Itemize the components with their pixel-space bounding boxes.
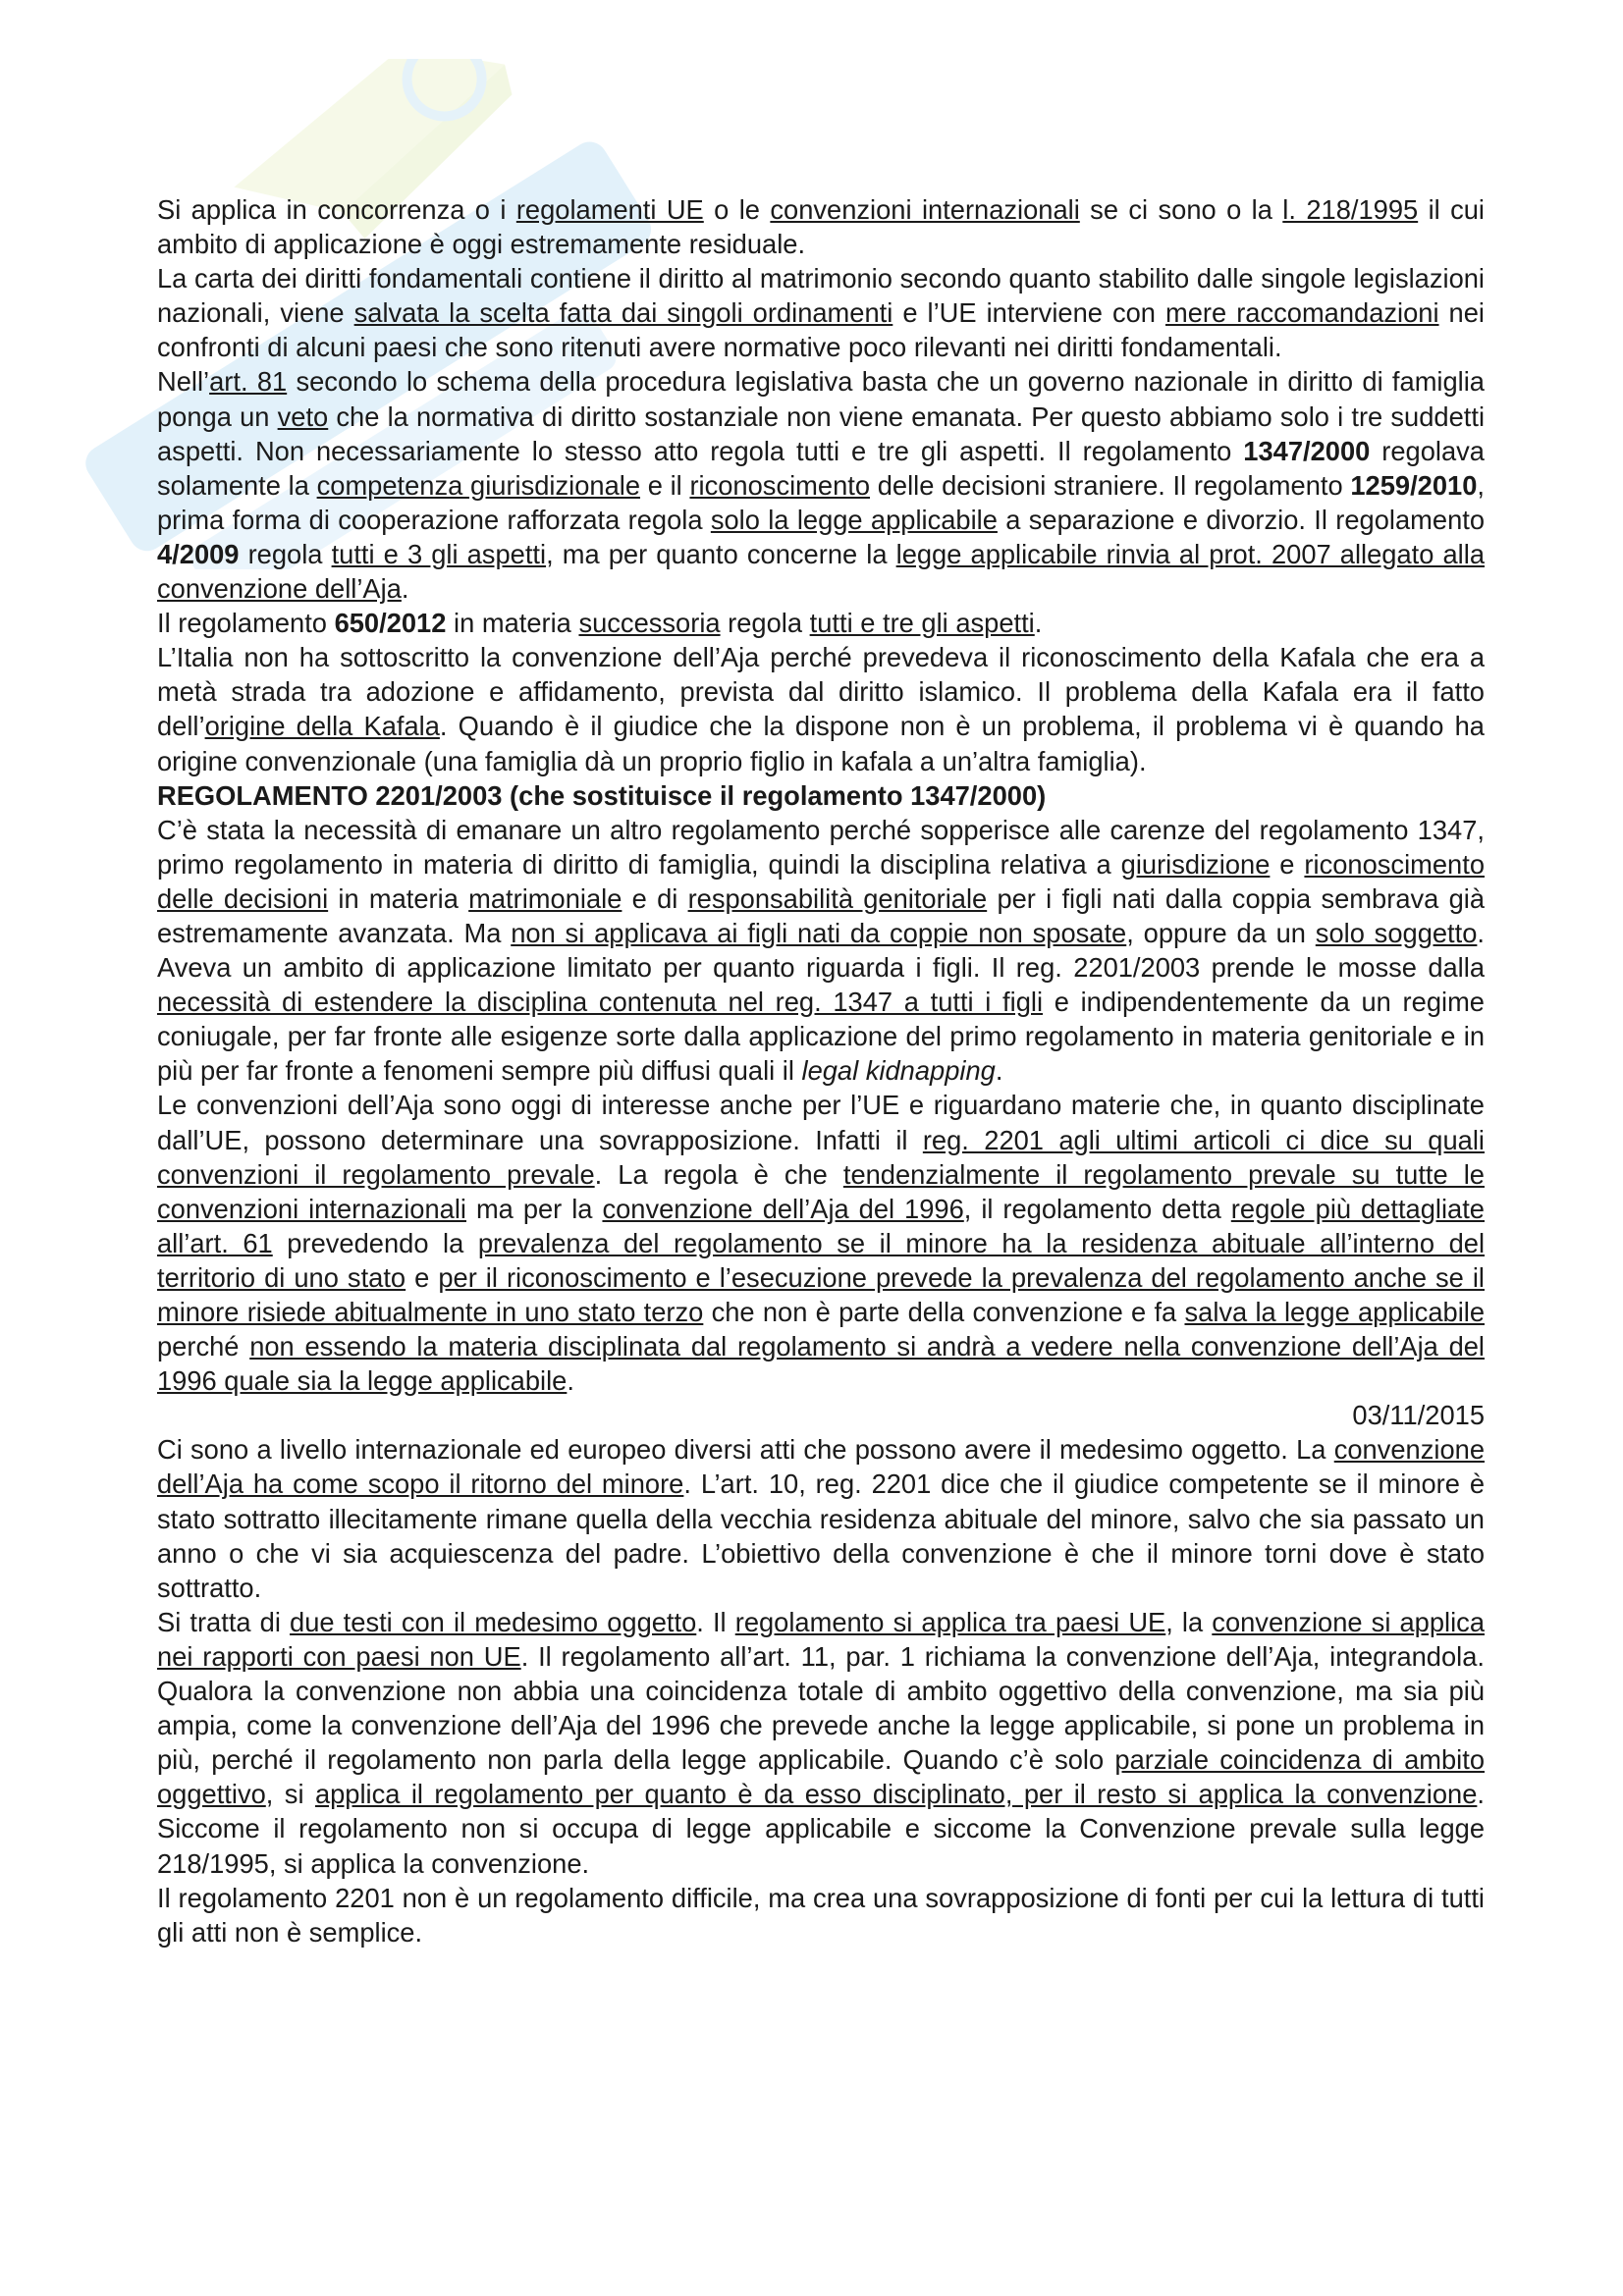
paragraph xyxy=(157,364,1485,606)
text-run: perché xyxy=(157,1331,250,1362)
text-run: che non è parte della convenzione e fa xyxy=(703,1297,1185,1327)
text-run: , la xyxy=(1165,1606,1213,1637)
text-run: o le xyxy=(703,194,771,225)
text-run: Il regolamento 2201 non è un regolamento difficile, ma crea una sovrapposizione di fonti per cui la lettura di tutti gli atti non è semplice. xyxy=(157,1882,1485,1948)
text-run: prevedendo la xyxy=(272,1227,478,1258)
text-run: . Aveva un ambito di applicazione limitato per quanto riguarda i figli. Il reg. 2201/2003 prende le mosse dalla xyxy=(157,917,1485,984)
underlined-text: regolamenti UE xyxy=(515,194,704,225)
underlined-text: regolamento si applica tra paesi UE xyxy=(734,1606,1166,1637)
underlined-text: successoria xyxy=(578,608,721,639)
text-run: nei confronti di alcuni paesi che sono ritenuti avere normative poco rilevanti nei diritti fondamentali. xyxy=(157,297,1485,363)
underlined-text: tutti e 3 gli aspetti xyxy=(331,538,547,569)
text-run: a separazione e divorzio. Il regolamento xyxy=(997,504,1486,535)
text-run: 03/11/2015 xyxy=(1352,1400,1485,1431)
text-run: e di xyxy=(622,882,688,914)
text-run: Il regolamento xyxy=(157,608,335,639)
underlined-text: reg. 2201 agli ultimi articoli ci dice su quali convenzioni il regolamento prevale xyxy=(157,1124,1485,1190)
italic-text: legal kidnapping xyxy=(801,1055,996,1087)
underlined-text: non essendo la materia disciplinata dal regolamento si andrà a vedere nella convenzione dell’Aja del 1996 quale sia la legge applicabile xyxy=(157,1331,1485,1397)
underlined-text: mere raccomandazioni xyxy=(1164,297,1439,329)
text-run: regola xyxy=(239,538,332,569)
text-run: che la normativa di diritto sostanziale non viene emanata. Per questo abbiamo solo i tre suddetti aspetti. Non necessariamente lo stesso atto regola tutti e tre gli aspetti. Il regolamento xyxy=(157,400,1486,466)
text-run: . Il regolamento all’art. 11, par. 1 richiama la convenzione dell’Aja, integrandola. Qualora la convenzione non abbia una coincidenza totale di ambito oggettivo della convenzione, ma sia più ampia, come la convenzione dell’Aja del 1996 che prevede anche la legge applicabile, si pone un problema in più, perché il regolamento non parla della legge applicabile. Quando c’è solo xyxy=(157,1640,1485,1776)
underlined-text: riconoscimento delle decisioni xyxy=(157,848,1485,914)
underlined-text: parziale coincidenza di ambito oggettivo xyxy=(157,1744,1486,1810)
text-run: Le convenzioni dell’Aja sono oggi di interesse anche per l’UE e riguardano materie che, in quanto disciplinate dall’UE, possono determinare una sovrapposizione. Infatti il xyxy=(157,1090,1485,1155)
underlined-text: per il riconoscimento e l’esecuzione prevede la prevalenza del regolamento anche se il minore risiede abitualmente in uno stato terzo xyxy=(157,1261,1485,1327)
paragraph xyxy=(157,192,1485,261)
text-run: e xyxy=(406,1261,439,1293)
text-run: . Il xyxy=(696,1606,735,1637)
underlined-text: veto xyxy=(277,400,329,432)
document-body xyxy=(157,192,1485,1949)
bold-text: 1347/2000 xyxy=(1243,435,1371,466)
text-run: e indipendentemente da un regime coniugale, per far fronte alle esigenze sorte dalla applicazione del primo regolamento in materia genitoriale e in più per far fronte a fenomeni sempre più diffusi quali il xyxy=(157,987,1485,1087)
underlined-text: non si applicava ai figli nati da coppie non sposate xyxy=(511,917,1127,948)
underlined-text: convenzione dell’Aja ha come scopo il ritorno del minore xyxy=(157,1434,1485,1500)
text-run: . Quando è il giudice che la dispone non è un problema, il problema vi è quando ha origine convenzionale (una famiglia dà un proprio figlio in kafala a un’altra famiglia). xyxy=(157,711,1485,776)
text-run: se ci sono o la xyxy=(1079,194,1283,225)
text-run: delle decisioni straniere. Il regolamento xyxy=(870,469,1351,501)
text-run: regola xyxy=(720,608,810,639)
underlined-text: salvata la scelta fatta dai singoli ordinamenti xyxy=(353,297,893,329)
underlined-text: tendenzialmente il regolamento prevale su tutte le convenzioni internazionali xyxy=(157,1158,1485,1224)
underlined-text: regole più dettagliate all’art. 61 xyxy=(157,1193,1485,1258)
text-run: . xyxy=(567,1365,574,1397)
underlined-text: art. 81 xyxy=(209,366,288,398)
text-run: . xyxy=(1034,608,1043,639)
paragraph xyxy=(157,1605,1485,1881)
text-run: in materia xyxy=(328,882,469,914)
text-run: , il regolamento detta xyxy=(963,1193,1231,1224)
text-run: per i figli nati dalla coppia sembrava già estremamente avanzata. Ma xyxy=(157,882,1485,948)
underlined-text: riconoscimento xyxy=(689,469,871,501)
text-run: regolava solamente la xyxy=(157,435,1485,501)
paragraph xyxy=(157,606,1485,640)
underlined-text: solo la legge applicabile xyxy=(710,504,998,535)
text-run: , si xyxy=(265,1779,315,1810)
document-date xyxy=(157,1398,1485,1432)
paragraph xyxy=(157,813,1485,1089)
underlined-text: matrimoniale xyxy=(468,882,622,914)
underlined-text: responsabilità genitoriale xyxy=(687,882,988,914)
text-run: , ma per quanto concerne la xyxy=(546,538,896,569)
text-run: e il xyxy=(640,469,690,501)
text-run: C’è stata la necessità di emanare un altro regolamento perché sopperisce alle carenze del regolamento 1347, primo regolamento in materia di diritto di famiglia, quindi la disciplina relativa a xyxy=(157,814,1485,880)
underlined-text: legge applicabile rinvia al prot. 2007 allegato alla convenzione dell’Aja xyxy=(157,538,1485,605)
underlined-text: solo soggetto xyxy=(1315,917,1478,948)
text-run: e xyxy=(1270,848,1305,880)
underlined-text: origine della Kafala xyxy=(204,711,440,742)
text-run: , oppure da un xyxy=(1126,917,1316,948)
text-run: il cui ambito di applicazione è oggi estremamente residuale. xyxy=(157,194,1485,260)
underlined-text: competenza giurisdizionale xyxy=(316,469,641,501)
text-run: Nell’ xyxy=(157,366,210,398)
text-run: e l’UE interviene con xyxy=(893,297,1165,329)
text-run: in materia xyxy=(446,608,579,639)
underlined-text: due testi con il medesimo oggetto xyxy=(290,1606,697,1637)
underlined-text: giurisdizione xyxy=(1120,848,1271,880)
bold-text: REGOLAMENTO 2201/2003 (che sostituisce il regolamento 1347/2000) xyxy=(157,779,1047,811)
underlined-text: applica il regolamento per quanto è da esso disciplinato, per il resto si applica la convenzione xyxy=(314,1779,1478,1810)
underlined-text: l. 218/1995 xyxy=(1282,194,1419,225)
text-run: ma per la xyxy=(465,1193,603,1224)
text-run: La carta dei diritti fondamentali contiene il diritto al matrimonio secondo quanto stabilito dalle singole legislazioni nazionali, viene xyxy=(157,263,1485,329)
paragraph xyxy=(157,1881,1485,1949)
paragraph xyxy=(157,1088,1485,1398)
underlined-text: convenzione si applica nei rapporti con paesi non UE xyxy=(157,1606,1485,1672)
text-run: . xyxy=(401,573,409,605)
text-run: L’Italia non ha sottoscritto la convenzione dell’Aja perché prevedeva il riconoscimento della Kafala che era a metà strada tra adozione e affidamento, prevista dal diritto islamico. Il problema della Kafala era il fatto dell’ xyxy=(157,642,1485,742)
bold-text: 4/2009 xyxy=(157,538,240,569)
underlined-text: tutti e tre gli aspetti xyxy=(809,608,1035,639)
paragraph xyxy=(157,261,1485,364)
text-run: Si applica in concorrenza o i xyxy=(157,194,516,225)
paragraph xyxy=(157,640,1485,777)
text-run: , prima forma di cooperazione rafforzata regola xyxy=(157,469,1485,535)
text-run: . xyxy=(995,1055,1003,1087)
text-run: . Siccome il regolamento non si occupa di legge applicabile e siccome la Convenzione prevale sulla legge 218/1995, si applica la convenzione. xyxy=(157,1779,1485,1879)
bold-text: 1259/2010 xyxy=(1350,469,1478,501)
paragraph xyxy=(157,1432,1485,1604)
text-run: Ci sono a livello internazionale ed europeo diversi atti che possono avere il medesimo oggetto. La xyxy=(157,1434,1334,1466)
bold-text: 650/2012 xyxy=(334,608,447,639)
underlined-text: prevalenza del regolamento se il minore ha la residenza abituale all’interno del territorio di uno stato xyxy=(157,1227,1486,1293)
text-run: secondo lo schema della procedura legislativa basta che un governo nazionale in diritto di famiglia ponga un xyxy=(157,366,1485,432)
underlined-text: necessità di estendere la disciplina contenuta nel reg. 1347 a tutti i figli xyxy=(157,987,1044,1018)
text-run: . La regola è che xyxy=(594,1158,843,1190)
underlined-text: convenzioni internazionali xyxy=(770,194,1080,225)
text-run: Si tratta di xyxy=(157,1606,291,1637)
underlined-text: convenzione dell’Aja del 1996 xyxy=(602,1193,964,1224)
underlined-text: salva la legge applicabile xyxy=(1184,1297,1485,1327)
text-run: . L’art. 10, reg. 2201 dice che il giudice competente se il minore è stato sottratto illecitamente rimane quella della vecchia residenza abituale del minore, salvo che sia passato un anno o che vi sia acquiescenza del padre. L’obiettivo della convenzione è che il minore torni dove è stato sottratto. xyxy=(157,1468,1485,1603)
paragraph xyxy=(157,778,1485,813)
